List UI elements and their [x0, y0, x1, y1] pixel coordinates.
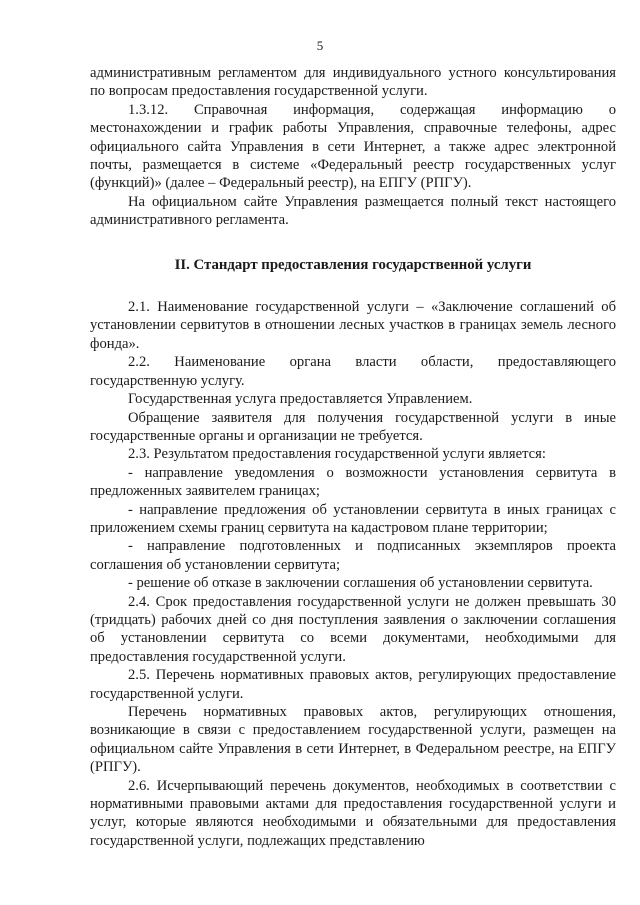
paragraph: На официальном сайте Управления размещается полный текст настоящего административного регламента.: [90, 193, 616, 229]
document-body: [90, 64, 616, 850]
standard-section: [90, 298, 616, 850]
paragraph: - направление предложения об установлении сервитута в иных границах с приложением схемы границ сервитута на кадастровом плане территории;: [90, 501, 616, 536]
paragraph: - направление подготовленных и подписанных экземпляров проекта соглашения об установлении сервитута;: [90, 538, 616, 573]
paragraph: 2.1. Наименование государственной услуги – «Заключение соглашений об установлении сервитутов в отношении лесных участков в границах земель лесного фонда».: [90, 299, 616, 352]
intro-section: [90, 64, 616, 230]
paragraph: 2.6. Исчерпывающий перечень документов, необходимых в соответствии с нормативными правовыми актами для предоставления государственной услуги и услуг, которые являются необходимыми и обязательными для предоставления государственной услуги, подлежащих представлению: [90, 777, 616, 849]
paragraph: Обращение заявителя для получения государственной услуги в иные государственные органы и организации не требуется.: [90, 409, 616, 444]
paragraph: 2.2. Наименование органа власти области, предоставляющего государственную услугу.: [90, 354, 616, 389]
paragraph: Государственная услуга предоставляется Управлением.: [128, 391, 473, 408]
paragraph: 2.3. Результатом предоставления государственной услуги является:: [128, 446, 546, 463]
section-heading: II. Стандарт предоставления государственной услуги: [174, 256, 532, 273]
paragraph: Перечень нормативных правовых актов, регулирующих отношения, возникающие в связи с предоставлением государственной услуги, размещен на официальном сайте Управления в сети Интернет, в Федеральном реестре, на ЕПГУ (РПГУ).: [90, 704, 616, 776]
paragraph: - решение об отказе в заключении соглашения об установлении сервитута.: [128, 575, 593, 592]
page-number: 5: [316, 38, 324, 53]
paragraph: - направление уведомления о возможности установления сервитута в предложенных заявителем границах;: [90, 464, 616, 500]
paragraph: 2.5. Перечень нормативных правовых актов, регулирующих предоставление государственной услуги.: [90, 667, 616, 702]
paragraph: административным регламентом для индивидуального устного консультирования по вопросам предоставления государственной услуги.: [90, 65, 616, 100]
paragraph: 2.4. Срок предоставления государственной услуги не должен превышать 30 (тридцать) рабочих дней со дня поступления заявления о заключении соглашения об установлении сервитута со всеми документами, необходимыми для предоставления государственной услуги.: [90, 593, 616, 665]
paragraph: 1.3.12. Справочная информация, содержащая информацию о местонахождении и график работы Управления, справочные телефоны, адрес официального сайта Управления в сети Интернет, а также адрес электронной почты, размещается в системе «Федеральный реестр государственных услуг (функций)» (далее – Федеральный реестр), на ЕПГУ (РПГУ).: [90, 101, 616, 192]
